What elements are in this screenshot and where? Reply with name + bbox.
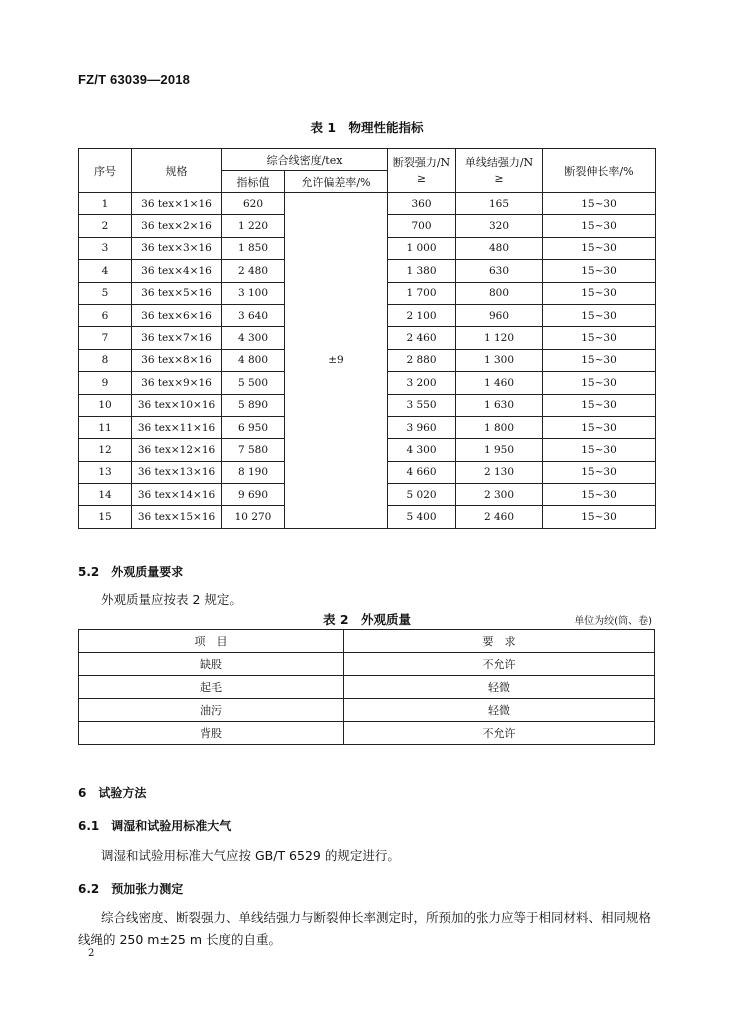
cell-density: 3 100 bbox=[222, 282, 285, 304]
cell-spec: 36 tex×15×16 bbox=[132, 506, 222, 528]
section-6-heading: 6 试验方法 bbox=[78, 786, 147, 800]
cell-knot-strength: 2 130 bbox=[456, 461, 543, 483]
cell-elongation: 15~30 bbox=[543, 282, 656, 304]
cell-density: 7 580 bbox=[222, 439, 285, 461]
cell-tolerance: ±9 bbox=[285, 193, 388, 529]
cell-density: 620 bbox=[222, 193, 285, 215]
col-density-group-header: 综合线密度/tex bbox=[222, 149, 388, 171]
cell-knot-strength: 165 bbox=[456, 193, 543, 215]
cell-density: 10 270 bbox=[222, 506, 285, 528]
cell-no: 6 bbox=[79, 304, 132, 326]
knot-strength-min: ≥ bbox=[494, 171, 504, 185]
cell-breaking-strength: 360 bbox=[388, 193, 456, 215]
table-row bbox=[79, 653, 655, 676]
table-row bbox=[79, 193, 656, 215]
cell-spec: 36 tex×8×16 bbox=[132, 349, 222, 371]
cell-spec: 36 tex×12×16 bbox=[132, 439, 222, 461]
cell-item: 背股 bbox=[79, 722, 344, 745]
section-6-1-text: 调湿和试验用标准大气应按 GB/T 6529 的规定进行。 bbox=[101, 848, 400, 863]
cell-breaking-strength: 1 380 bbox=[388, 260, 456, 282]
cell-no: 7 bbox=[79, 327, 132, 349]
col-elongation-header: 断裂伸长率/% bbox=[543, 149, 656, 193]
cell-knot-strength: 2 300 bbox=[456, 484, 543, 506]
cell-breaking-strength: 2 880 bbox=[388, 349, 456, 371]
cell-breaking-strength: 2 460 bbox=[388, 327, 456, 349]
cell-density: 5 500 bbox=[222, 372, 285, 394]
cell-density: 4 800 bbox=[222, 349, 285, 371]
cell-knot-strength: 960 bbox=[456, 304, 543, 326]
col-knot-strength-header bbox=[456, 149, 543, 193]
cell-breaking-strength: 5 400 bbox=[388, 506, 456, 528]
cell-density: 1 220 bbox=[222, 215, 285, 237]
breaking-strength-label: 断裂强力/N bbox=[392, 155, 451, 169]
cell-no: 12 bbox=[79, 439, 132, 461]
cell-elongation: 15~30 bbox=[543, 461, 656, 483]
cell-density: 2 480 bbox=[222, 260, 285, 282]
cell-knot-strength: 1 630 bbox=[456, 394, 543, 416]
cell-spec: 36 tex×3×16 bbox=[132, 237, 222, 259]
cell-spec: 36 tex×11×16 bbox=[132, 416, 222, 438]
table1-title: 表 1 物理性能指标 bbox=[310, 120, 424, 135]
cell-knot-strength: 1 460 bbox=[456, 372, 543, 394]
cell-requirement: 不允许 bbox=[344, 653, 655, 676]
cell-spec: 36 tex×14×16 bbox=[132, 484, 222, 506]
cell-density: 9 690 bbox=[222, 484, 285, 506]
knot-strength-label: 单线结强力/N bbox=[464, 155, 534, 169]
col-no-header: 序号 bbox=[79, 149, 132, 193]
col-density-tolerance-header: 允许偏差率/% bbox=[285, 171, 388, 193]
cell-no: 10 bbox=[79, 394, 132, 416]
col-spec-header: 规格 bbox=[132, 149, 222, 193]
cell-knot-strength: 1 300 bbox=[456, 349, 543, 371]
cell-knot-strength: 480 bbox=[456, 237, 543, 259]
cell-elongation: 15~30 bbox=[543, 372, 656, 394]
cell-density: 5 890 bbox=[222, 394, 285, 416]
cell-no: 11 bbox=[79, 416, 132, 438]
table-row bbox=[79, 676, 655, 699]
section-6-1-heading: 6.1 调湿和试验用标准大气 bbox=[78, 819, 232, 833]
table-row bbox=[79, 699, 655, 722]
cell-breaking-strength: 3 960 bbox=[388, 416, 456, 438]
cell-breaking-strength: 1 700 bbox=[388, 282, 456, 304]
cell-elongation: 15~30 bbox=[543, 394, 656, 416]
col-requirement-header: 要 求 bbox=[344, 630, 655, 653]
cell-spec: 36 tex×13×16 bbox=[132, 461, 222, 483]
cell-knot-strength: 800 bbox=[456, 282, 543, 304]
cell-no: 1 bbox=[79, 193, 132, 215]
cell-spec: 36 tex×6×16 bbox=[132, 304, 222, 326]
cell-knot-strength: 1 800 bbox=[456, 416, 543, 438]
cell-no: 3 bbox=[79, 237, 132, 259]
cell-requirement: 轻微 bbox=[344, 699, 655, 722]
cell-elongation: 15~30 bbox=[543, 327, 656, 349]
cell-knot-strength: 1 950 bbox=[456, 439, 543, 461]
cell-elongation: 15~30 bbox=[543, 416, 656, 438]
cell-breaking-strength: 3 200 bbox=[388, 372, 456, 394]
cell-requirement: 轻微 bbox=[344, 676, 655, 699]
cell-elongation: 15~30 bbox=[543, 349, 656, 371]
cell-breaking-strength: 4 300 bbox=[388, 439, 456, 461]
cell-no: 13 bbox=[79, 461, 132, 483]
cell-density: 3 640 bbox=[222, 304, 285, 326]
cell-item: 起毛 bbox=[79, 676, 344, 699]
cell-elongation: 15~30 bbox=[543, 215, 656, 237]
cell-knot-strength: 630 bbox=[456, 260, 543, 282]
cell-spec: 36 tex×10×16 bbox=[132, 394, 222, 416]
cell-density: 4 300 bbox=[222, 327, 285, 349]
cell-spec: 36 tex×7×16 bbox=[132, 327, 222, 349]
cell-elongation: 15~30 bbox=[543, 506, 656, 528]
cell-breaking-strength: 5 020 bbox=[388, 484, 456, 506]
cell-breaking-strength: 700 bbox=[388, 215, 456, 237]
section-6-2-text-line1: 综合线密度、断裂强力、单线结强力与断裂伸长率测定时，所预加的张力应等于相同材料、相同规格 bbox=[101, 910, 652, 925]
cell-elongation: 15~30 bbox=[543, 193, 656, 215]
section-6-2-text-line2: 线绳的 250 m±25 m 长度的自重。 bbox=[78, 932, 281, 947]
col-density-nominal-header: 指标值 bbox=[222, 171, 285, 193]
cell-no: 2 bbox=[79, 215, 132, 237]
cell-elongation: 15~30 bbox=[543, 237, 656, 259]
cell-no: 4 bbox=[79, 260, 132, 282]
cell-spec: 36 tex×9×16 bbox=[132, 372, 222, 394]
cell-breaking-strength: 3 550 bbox=[388, 394, 456, 416]
cell-spec: 36 tex×4×16 bbox=[132, 260, 222, 282]
cell-item: 缺股 bbox=[79, 653, 344, 676]
cell-elongation: 15~30 bbox=[543, 439, 656, 461]
cell-no: 15 bbox=[79, 506, 132, 528]
cell-breaking-strength: 1 000 bbox=[388, 237, 456, 259]
cell-requirement: 不允许 bbox=[344, 722, 655, 745]
physical-properties-table bbox=[78, 148, 656, 529]
col-breaking-strength-header bbox=[388, 149, 456, 193]
cell-no: 9 bbox=[79, 372, 132, 394]
cell-spec: 36 tex×5×16 bbox=[132, 282, 222, 304]
section-5-2-heading: 5.2 外观质量要求 bbox=[78, 565, 184, 579]
cell-density: 6 950 bbox=[222, 416, 285, 438]
table2-unit: 单位为绞(筒、卷) bbox=[574, 616, 652, 627]
cell-spec: 36 tex×1×16 bbox=[132, 193, 222, 215]
cell-density: 8 190 bbox=[222, 461, 285, 483]
breaking-strength-min: ≥ bbox=[416, 171, 427, 185]
table2-title: 表 2 外观质量 bbox=[322, 612, 412, 627]
cell-no: 5 bbox=[79, 282, 132, 304]
cell-no: 8 bbox=[79, 349, 132, 371]
cell-breaking-strength: 4 660 bbox=[388, 461, 456, 483]
cell-elongation: 15~30 bbox=[543, 260, 656, 282]
section-5-2-text: 外观质量应按表 2 规定。 bbox=[101, 592, 242, 607]
cell-item: 油污 bbox=[79, 699, 344, 722]
cell-elongation: 15~30 bbox=[543, 304, 656, 326]
cell-knot-strength: 1 120 bbox=[456, 327, 543, 349]
section-6-2-heading: 6.2 预加张力测定 bbox=[78, 882, 184, 896]
standard-code: FZ/T 63039—2018 bbox=[78, 72, 191, 87]
table-row bbox=[79, 722, 655, 745]
cell-no: 14 bbox=[79, 484, 132, 506]
cell-density: 1 850 bbox=[222, 237, 285, 259]
cell-elongation: 15~30 bbox=[543, 484, 656, 506]
cell-knot-strength: 2 460 bbox=[456, 506, 543, 528]
col-item-header: 项 目 bbox=[79, 630, 344, 653]
cell-spec: 36 tex×2×16 bbox=[132, 215, 222, 237]
appearance-quality-table bbox=[78, 629, 655, 745]
page-number: 2 bbox=[88, 948, 95, 959]
cell-breaking-strength: 2 100 bbox=[388, 304, 456, 326]
cell-knot-strength: 320 bbox=[456, 215, 543, 237]
